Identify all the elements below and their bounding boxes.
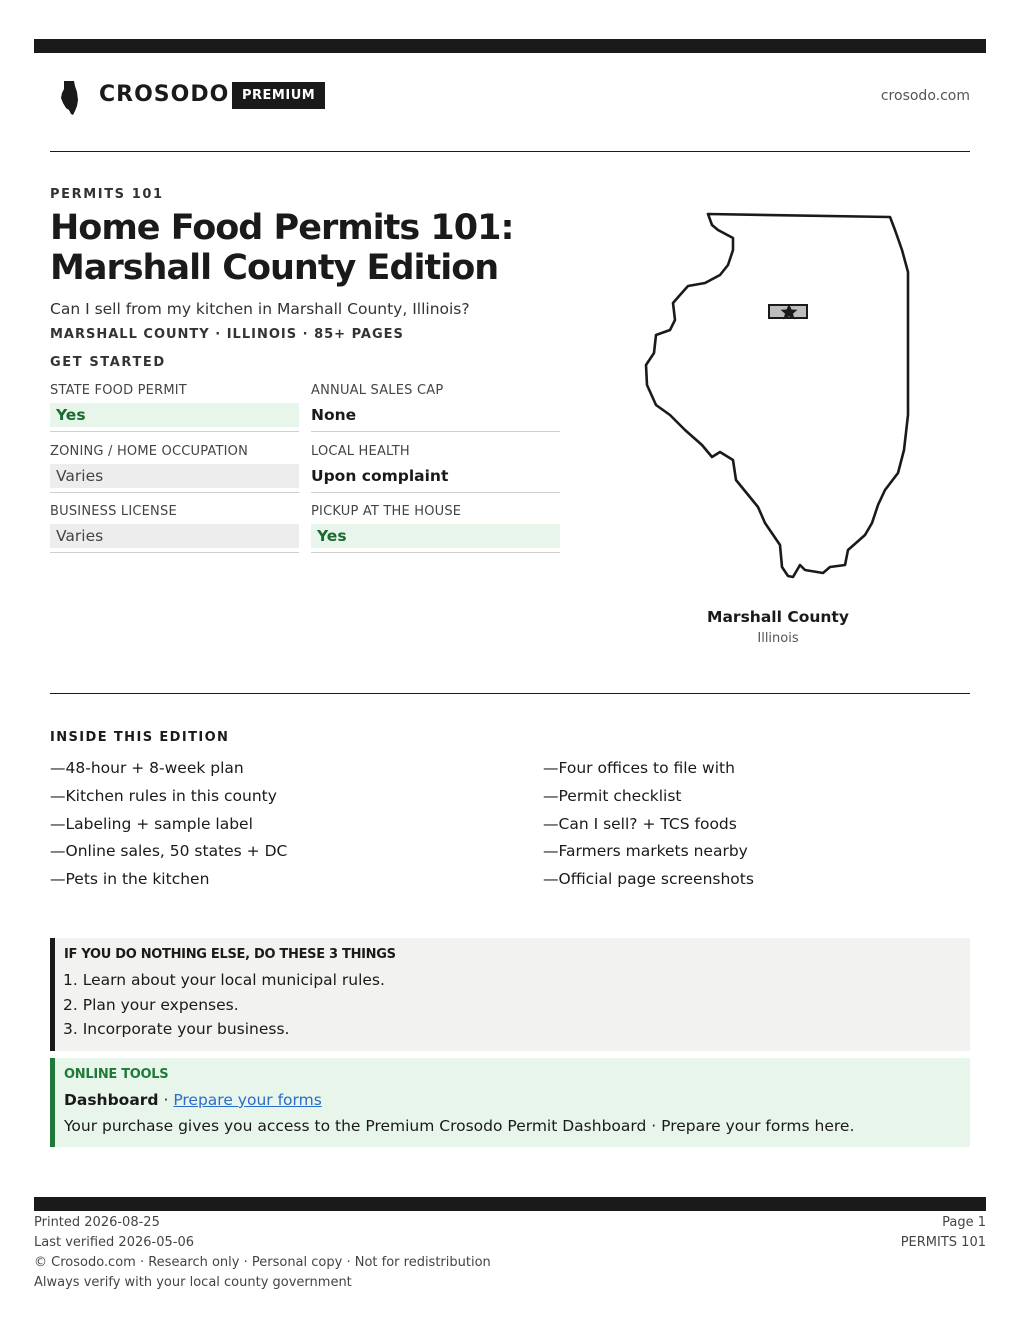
- page-number: Page 1: [942, 1215, 986, 1230]
- fact-pickup-at-house: [311, 502, 560, 553]
- online-tools-description: Your purchase gives you access to the Premium Crosodo Permit Dashboard · Prepare your forms here.: [64, 1117, 855, 1135]
- callout-accent-bar: [50, 1058, 55, 1147]
- fact-label: ZONING / HOME OCCUPATION: [50, 444, 249, 459]
- illinois-logo-icon: [60, 80, 82, 116]
- illinois-map: [640, 205, 920, 585]
- printed-date: Printed 2026-08-25: [34, 1215, 160, 1230]
- toc-left-column: [50, 757, 470, 896]
- toc-item: —48-hour + 8-week plan: [50, 759, 244, 777]
- callout-item: 3. Incorporate your business.: [63, 1020, 290, 1038]
- footer-right: [901, 1213, 986, 1253]
- divider: [50, 151, 970, 152]
- fact-value: None: [311, 406, 357, 424]
- callout-item: 1. Learn about your local municipal rules.: [63, 971, 385, 989]
- section-kicker: PERMITS 101: [50, 187, 164, 202]
- callout-title: IF YOU DO NOTHING ELSE, DO THESE 3 THINGS: [64, 947, 396, 962]
- fact-value: Yes: [311, 524, 560, 548]
- three-things-callout: [50, 938, 970, 1051]
- divider: [50, 693, 970, 694]
- bottom-bar: [34, 1197, 986, 1211]
- illinois-outline: [646, 214, 908, 577]
- page-subtitle: Can I sell from my kitchen in Marshall County, Illinois?: [50, 300, 470, 318]
- fact-label: PICKUP AT THE HOUSE: [311, 504, 462, 519]
- toc-item: —Can I sell? + TCS foods: [543, 814, 737, 833]
- fact-annual-sales-cap: [311, 381, 560, 432]
- callout-item: 2. Plan your expenses.: [63, 996, 239, 1014]
- dashboard-label: Dashboard: [64, 1091, 159, 1109]
- toc-right-column: [543, 757, 963, 896]
- fact-label: STATE FOOD PERMIT: [50, 383, 187, 398]
- callout-accent-bar: [50, 938, 55, 1051]
- brand-name: CROSODO: [99, 82, 230, 107]
- toc-item: —Labeling + sample label: [50, 814, 253, 833]
- toc-item: —Kitchen rules in this county: [50, 786, 277, 805]
- fact-local-health: [311, 442, 560, 493]
- separator: ·: [158, 1091, 174, 1109]
- fact-value: Upon complaint: [311, 467, 449, 485]
- toc-item: —Official page screenshots: [543, 870, 754, 889]
- toc-item: —Online sales, 50 states + DC: [50, 842, 288, 861]
- fact-zoning: [50, 442, 299, 493]
- footer-left: [34, 1213, 491, 1293]
- premium-badge: PREMIUM: [232, 82, 325, 109]
- verify-note: Always verify with your local county government: [34, 1275, 352, 1290]
- fact-state-food-permit: [50, 381, 299, 432]
- online-tools-title: ONLINE TOOLS: [64, 1067, 169, 1082]
- fact-business-license: [50, 502, 299, 553]
- toc-item: —Farmers markets nearby: [543, 842, 748, 861]
- fact-label: ANNUAL SALES CAP: [311, 383, 444, 398]
- toc-item: —Permit checklist: [543, 786, 682, 805]
- fact-value: Varies: [50, 464, 299, 488]
- header: [50, 78, 970, 118]
- page-title: Home Food Permits 101: Marshall County Edition: [50, 208, 514, 288]
- site-url[interactable]: crosodo.com: [880, 88, 970, 104]
- dashboard-line: [64, 1091, 322, 1109]
- fact-value: Varies: [50, 524, 299, 548]
- top-bar: [34, 39, 986, 53]
- fact-value: Yes: [50, 403, 299, 427]
- toc-item: —Pets in the kitchen: [50, 870, 210, 889]
- map-state-label: Illinois: [757, 631, 799, 646]
- fact-label: BUSINESS LICENSE: [50, 504, 177, 519]
- prepare-forms-link[interactable]: Prepare your forms: [173, 1091, 322, 1109]
- get-started-heading: GET STARTED: [50, 355, 166, 370]
- toc-item: —Four offices to file with: [543, 759, 735, 777]
- inside-edition-heading: INSIDE THIS EDITION: [50, 730, 230, 745]
- online-tools-callout: [50, 1058, 970, 1147]
- verified-date: Last verified 2026-05-06: [34, 1235, 194, 1250]
- edition-meta: MARSHALL COUNTY · ILLINOIS · 85+ PAGES: [50, 327, 404, 342]
- footer-section: PERMITS 101: [900, 1235, 986, 1250]
- copyright-notice: © Crosodo.com · Research only · Personal copy · Not for redistribution: [34, 1255, 491, 1270]
- map-county-label: Marshall County: [707, 608, 849, 626]
- fact-label: LOCAL HEALTH: [311, 444, 410, 459]
